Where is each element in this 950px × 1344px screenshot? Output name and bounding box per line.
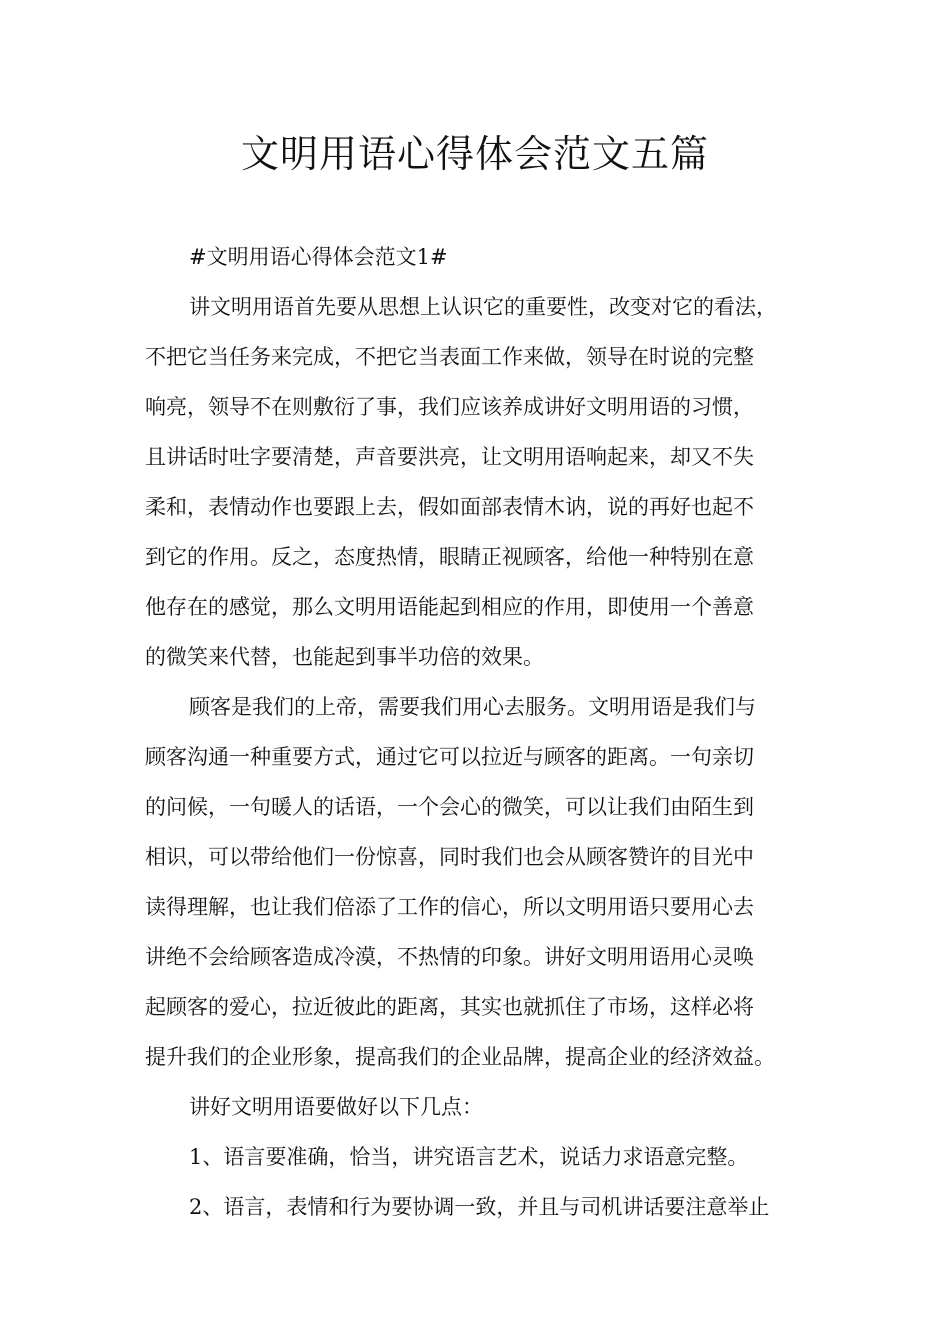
document-body [145, 232, 815, 1232]
list-item: 1、语言要准确，恰当，讲究语言艺术，说话力求语意完整。 [189, 1145, 749, 1169]
paragraph-line: 讲文明用语首先要从思想上认识它的重要性，改变对它的看法， [189, 295, 777, 319]
list-item: 2、语言，表情和行为要协调一致，并且与司机讲话要注意举止 [189, 1195, 770, 1219]
paragraph-line: 起顾客的爱心，拉近彼此的距离，其实也就抓住了市场，这样必将 [145, 995, 754, 1019]
paragraph-line: 提升我们的企业形象，提高我们的企业品牌，提高企业的经济效益。 [145, 1045, 775, 1069]
paragraph-line: 柔和，表情动作也要跟上去，假如面部表情木讷，说的再好也起不 [145, 495, 754, 519]
paragraph-line: 的微笑来代替，也能起到事半功倍的效果。 [145, 645, 544, 669]
document-title: 文明用语心得体会范文五篇 [240, 132, 709, 176]
paragraph-line: 的问候，一句暖人的话语，一个会心的微笑，可以让我们由陌生到 [145, 795, 754, 819]
paragraph-line: 读得理解，也让我们倍添了工作的信心，所以文明用语只要用心去 [145, 895, 754, 919]
paragraph-line: 且讲话时吐字要清楚，声音要洪亮，让文明用语响起来，却又不失 [145, 445, 754, 469]
section-heading: #文明用语心得体会范文1# [189, 245, 448, 269]
paragraph-line: 顾客沟通一种重要方式，通过它可以拉近与顾客的距离。一句亲切 [145, 745, 754, 769]
paragraph-line: 不把它当任务来完成，不把它当表面工作来做，领导在时说的完整 [145, 345, 754, 369]
paragraph-line: 讲好文明用语要做好以下几点： [189, 1095, 483, 1119]
paragraph-line: 相识，可以带给他们一份惊喜，同时我们也会从顾客赞许的目光中 [145, 845, 754, 869]
paragraph-line: 顾客是我们的上帝，需要我们用心去服务。文明用语是我们与 [189, 695, 756, 719]
paragraph-line: 讲绝不会给顾客造成冷漠，不热情的印象。讲好文明用语用心灵唤 [145, 945, 754, 969]
paragraph-line: 到它的作用。反之，态度热情，眼睛正视顾客，给他一种特别在意 [145, 545, 754, 569]
paragraph-line: 他存在的感觉，那么文明用语能起到相应的作用，即使用一个善意 [145, 595, 754, 619]
paragraph-line: 响亮，领导不在则敷衍了事，我们应该养成讲好文明用语的习惯， [145, 395, 754, 419]
